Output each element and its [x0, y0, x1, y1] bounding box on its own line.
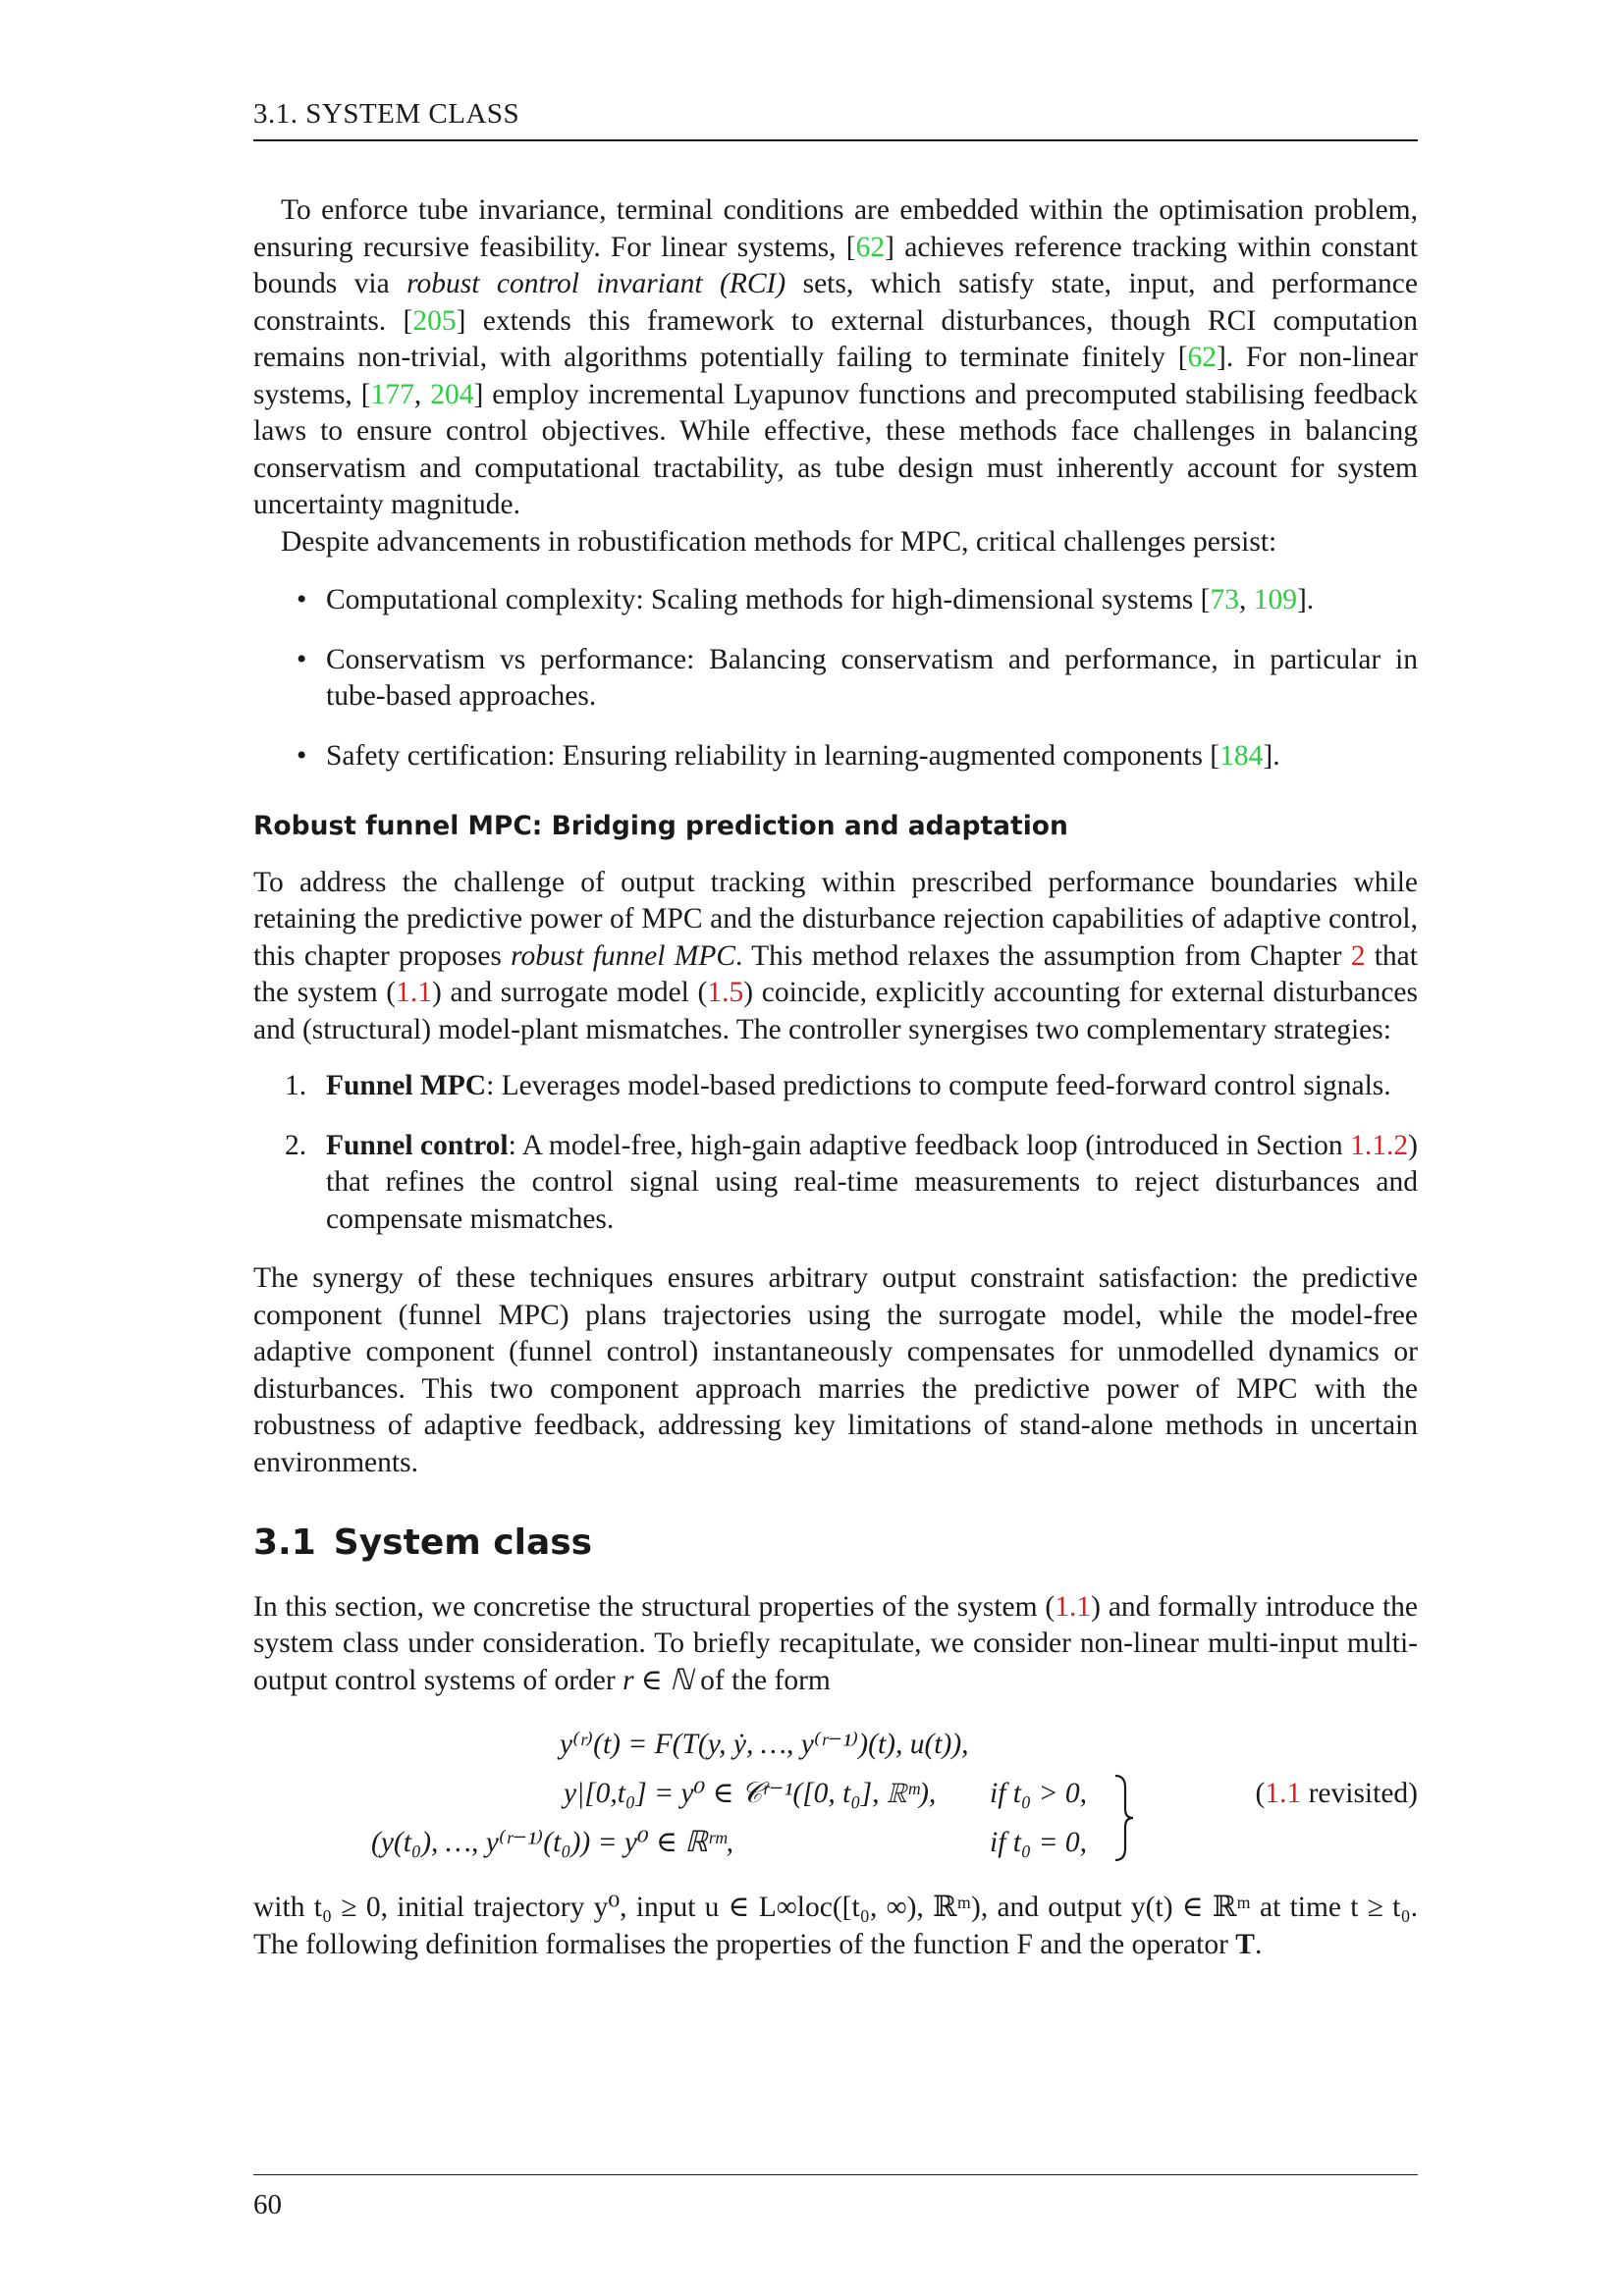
- paragraph-tube-invariance: To enforce tube invariance, terminal conditions are embedded within the optimisation problem, ensuring recursive feasibility. For linear systems, [62] achieves reference tracking within constant bounds via robust control invariant (RCI) sets, which satisfy state, input, and performance constraints. [205] extends this framework to external disturbances, though RCI computation remains non-trivial, with algorithms potentially failing to terminate finitely [62]. For non-linear systems, [177, 204] employ incremental Lyapunov functions and precomputed stabilising feedback laws to ensure control objectives. While effective, these methods face challenges in balancing conservatism and computational tractability, as tube design must inherently account for system uncertainty magnitude.: [253, 194, 1419, 520]
- equation-condition: if t₀ > 0,: [990, 1778, 1088, 1809]
- system-equation: [253, 1717, 1418, 1884]
- citation-link[interactable]: 204: [430, 378, 474, 410]
- running-header: 3.1. SYSTEM CLASS: [253, 98, 520, 130]
- challenges-list: [253, 582, 1418, 774]
- footer-rule: [253, 2174, 1418, 2175]
- bullet-icon: •: [297, 739, 307, 772]
- paragraph-system-class: In this section, we concretise the structural properties of the system (1.1) and formally introduce the system class under consideration. To briefly recapitulate, we consider non-linear multi-input multi-output control systems of order r ∈ ℕ of the form: [253, 1590, 1418, 1696]
- section-heading: 3.1 System class: [253, 1522, 593, 1563]
- page-body: [253, 192, 1418, 1963]
- strategies-list: [253, 1068, 1418, 1238]
- equation-line: y|[0,t₀] = y⁰ ∈ 𝒞ʳ⁻¹([0, t₀], ℝᵐ),: [564, 1778, 937, 1809]
- right-brace-icon: [1113, 1774, 1135, 1862]
- citation-link[interactable]: 73: [1210, 584, 1239, 615]
- citation-link[interactable]: 109: [1253, 584, 1297, 615]
- citation-link[interactable]: 62: [855, 231, 886, 263]
- section-ref-link[interactable]: 1.1.2: [1350, 1129, 1409, 1161]
- citation-link[interactable]: 205: [412, 304, 457, 337]
- citation-link[interactable]: 62: [1187, 342, 1218, 373]
- equation-line: (y(t₀), …, y⁽ʳ⁻¹⁾(t₀)) = y⁰ ∈ ℝʳᵐ,: [371, 1827, 733, 1858]
- header-rule: [253, 139, 1418, 141]
- paragraph-definitions: with t₀ ≥ 0, initial trajectory y⁰, input u ∈ L∞loc([t₀, ∞), ℝᵐ), and output y(t) ∈ ℝᵐ at time t ≥ t₀. The following definition formalises the properties of the function F and the operator T.: [253, 1892, 1418, 1960]
- equation-ref-link[interactable]: 1.1: [1265, 1778, 1302, 1809]
- equation-ref-link[interactable]: 1.5: [707, 977, 744, 1008]
- bullet-icon: •: [297, 584, 307, 615]
- paragraph-heading: Robust funnel MPC: Bridging prediction and adaptation: [253, 811, 1068, 841]
- citation-link[interactable]: 184: [1219, 739, 1264, 772]
- bullet-icon: •: [297, 643, 307, 675]
- list-item: 2. Funnel control: A model-free, high-gain adaptive feedback loop (introduced in Section 1.1.2) that refines the control signal using real-time measurements to reject disturbances and compensate mismatches.: [285, 1129, 1418, 1235]
- equation-ref-link[interactable]: 1.1: [396, 977, 432, 1008]
- equation-line: y⁽ʳ⁾(t) = F(T(y, ẏ, …, y⁽ʳ⁻¹⁾)(t), u(t)),: [560, 1729, 969, 1760]
- list-item: • Computational complexity: Scaling methods for high-dimensional systems [73, 109].: [253, 582, 1418, 619]
- equation-label: (1.1 revisited): [1255, 1778, 1418, 1809]
- list-item: • Safety certification: Ensuring reliability in learning-augmented components [184].: [253, 738, 1418, 775]
- paragraph-synergy: The synergy of these techniques ensures arbitrary output constraint satisfaction: the predictive component (funnel MPC) plans trajectories using the surrogate model, while the model-free adaptive component (funnel control) instantaneously compensates for unmodelled dynamics or disturbances. This two component approach marries the predictive power of MPC with the robustness of adaptive feedback, addressing key limitations of stand-alone methods in uncertain environments.: [253, 1262, 1418, 1478]
- equation-ref-link[interactable]: 1.1: [1055, 1590, 1092, 1623]
- page-number: 60: [253, 2189, 282, 2220]
- paragraph-robust-funnel-mpc: To address the challenge of output tracking within prescribed performance boundaries while retaining the predictive power of MPC and the disturbance rejection capabilities of adaptive control, this chapter proposes robust funnel MPC. This method relaxes the assumption from Chapter 2 that the system (1.1) and surrogate model (1.5) coincide, explicitly accounting for external disturbances and (structural) model-plant mismatches. The controller synergises two complementary strategies:: [253, 866, 1418, 1045]
- equation-condition: if t₀ = 0,: [990, 1827, 1088, 1858]
- list-item: • Conservatism vs performance: Balancing conservatism and performance, in particular in tube-based approaches.: [297, 643, 1418, 712]
- chapter-ref-link[interactable]: 2: [1350, 939, 1366, 972]
- paragraph-challenges-intro: Despite advancements in robustification methods for MPC, critical challenges persist:: [281, 525, 1277, 558]
- citation-link[interactable]: 177: [370, 378, 414, 410]
- list-item: 1. Funnel MPC: Leverages model-based predictions to compute feed-forward control signals.: [285, 1070, 1391, 1101]
